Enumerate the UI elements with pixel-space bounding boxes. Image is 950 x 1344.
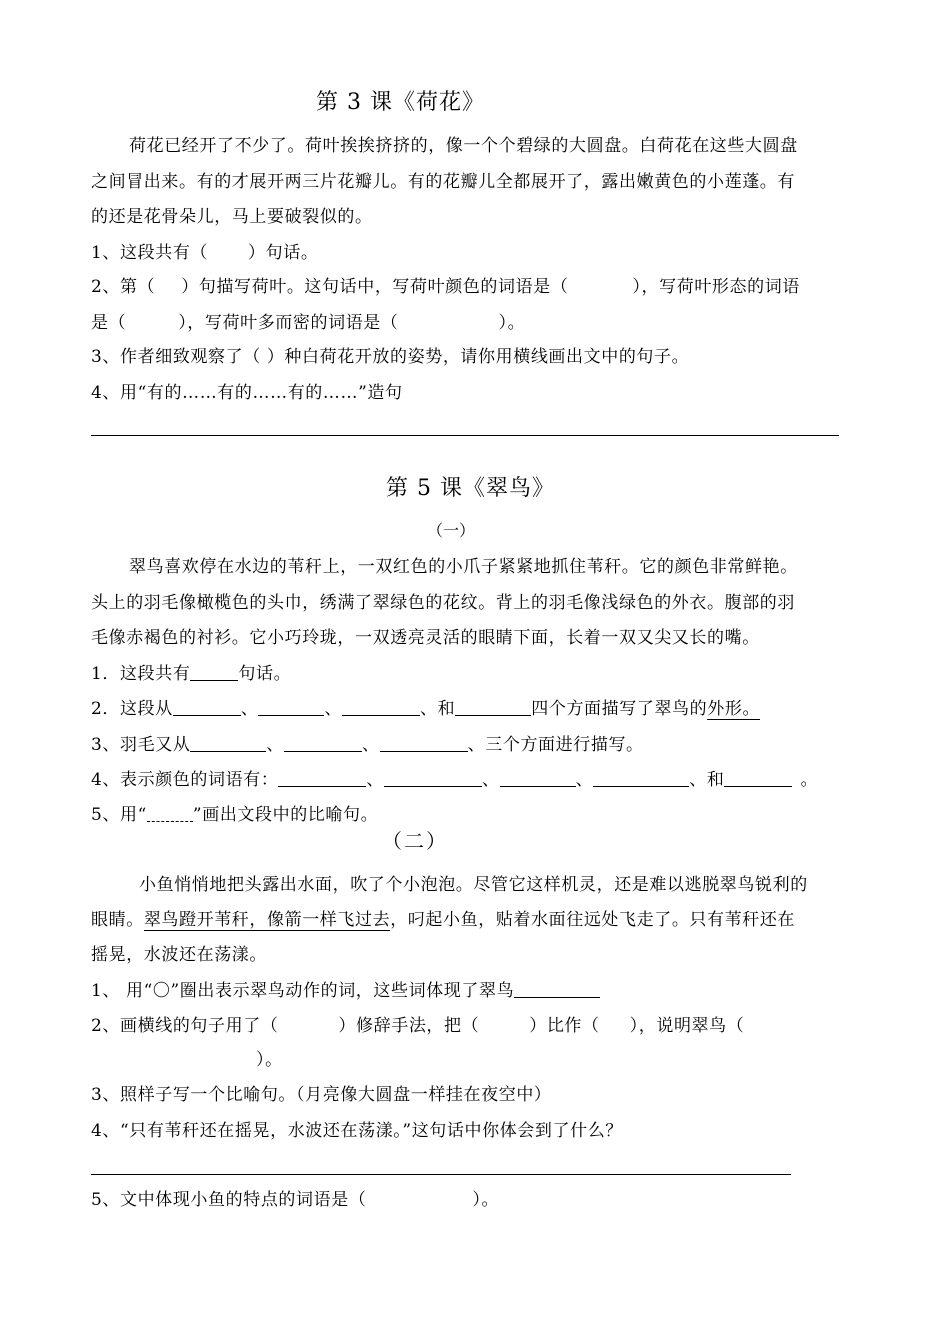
lesson3-q2-cont: 是（ ），写荷叶多而密的词语是（ ）。 bbox=[91, 313, 526, 333]
lesson5-q3: 3、羽毛又从 、 、 、三个方面进行描写。 bbox=[91, 735, 644, 755]
lesson3-q2: 2、第（ ）句描写荷叶。这句话中，写荷叶颜色的词语是（ ），写荷叶形态的词语 bbox=[91, 277, 800, 297]
lesson5-para2-line-2: 眼睛。翠鸟蹬开苇秆，像箭一样飞过去，叼起小鱼，贴着水面往远处飞走了。只有苇秆还在 bbox=[91, 910, 796, 930]
lesson5-q2: 2．这段从 、 、 、和 四个方面描写了翠鸟的外形。 bbox=[91, 699, 761, 719]
lesson5-q5: 5、用“ ”画出文段中的比喻句。 bbox=[91, 805, 379, 825]
underlined-sentence: 翠鸟蹬开苇秆，像箭一样飞过去 bbox=[143, 910, 391, 930]
lesson5-q1: 1．这段共有 句话。 bbox=[91, 664, 292, 684]
part2-q4: 4、“只有苇秆还在摇晃，水波还在荡漾。”这句话中你体会到了什么？ bbox=[91, 1121, 623, 1141]
answer-line bbox=[91, 435, 839, 436]
answer-line-2 bbox=[91, 1174, 791, 1175]
section-one-label: （一） bbox=[427, 521, 476, 540]
lesson3-para-line-1: 荷花已经开了不少了。荷叶挨挨挤挤的，像一个个碧绿的大圆盘。白荷花在这些大圆盘 bbox=[129, 136, 798, 156]
lesson5-para2-line-3: 摇晃，水波还在荡漾。 bbox=[91, 945, 267, 965]
lesson3-para-line-3: 的还是花骨朵儿，马上要破裂似的。 bbox=[91, 207, 373, 227]
lesson3-q3: 3、作者细致观察了（ ）种白荷花开放的姿势，请你用横线画出文中的句子。 bbox=[91, 347, 690, 367]
blank bbox=[190, 662, 238, 681]
lesson5-para-line-2: 头上的羽毛像橄榄色的头巾，绣满了翠绿色的花纹。背上的羽毛像浅绿色的外衣。腹部的羽 bbox=[91, 593, 795, 613]
lesson5-q4: 4、表示颜色的词语有： 、 、 、 、和 。 bbox=[91, 770, 819, 790]
lesson3-q4: 4、用“有的……有的……有的……”造句 bbox=[91, 383, 403, 403]
part2-q5: 5、文中体现小鱼的特点的词语是（ ）。 bbox=[91, 1190, 500, 1210]
lesson5-para-line-1: 翠鸟喜欢停在水边的苇秆上，一双红色的小爪子紧紧地抓住苇秆。它的颜色非常鲜艳。 bbox=[129, 557, 798, 577]
part2-q2: 2、画横线的句子用了（ ）修辞手法，把（ ）比作（ ），说明翠鸟（ bbox=[91, 1016, 745, 1036]
section-two-label: （二） bbox=[382, 829, 448, 853]
lesson3-title: 第 3 课《荷花》 bbox=[316, 90, 485, 115]
lesson3-para-line-2: 之间冒出来。有的才展开两三片花瓣儿。有的花瓣儿全都展开了，露出嫩黄色的小莲蓬。有 bbox=[91, 172, 795, 192]
part2-q2-cont: ）。 bbox=[256, 1050, 283, 1070]
lesson5-title: 第 5 课《翠鸟》 bbox=[386, 476, 555, 501]
lesson3-q1: 1、这段共有（ ）句话。 bbox=[91, 243, 319, 263]
part2-q1: 1、 用“〇”圈出表示翠鸟动作的词，这些词体现了翠鸟 bbox=[91, 979, 861, 1003]
lesson5-para2-line-1: 小鱼悄悄地把头露出水面，吹了个小泡泡。尽管它这样机灵，还是难以逃脱翠鸟锐利的 bbox=[139, 875, 808, 895]
lesson5-para-line-3: 毛像赤褐色的衬衫。它小巧玲珑，一双透亮灵活的眼睛下面，长着一双又尖又长的嘴。 bbox=[91, 628, 760, 648]
part2-q3: 3、照样子写一个比喻句。（月亮像大圆盘一样挂在夜空中） bbox=[91, 1085, 552, 1105]
